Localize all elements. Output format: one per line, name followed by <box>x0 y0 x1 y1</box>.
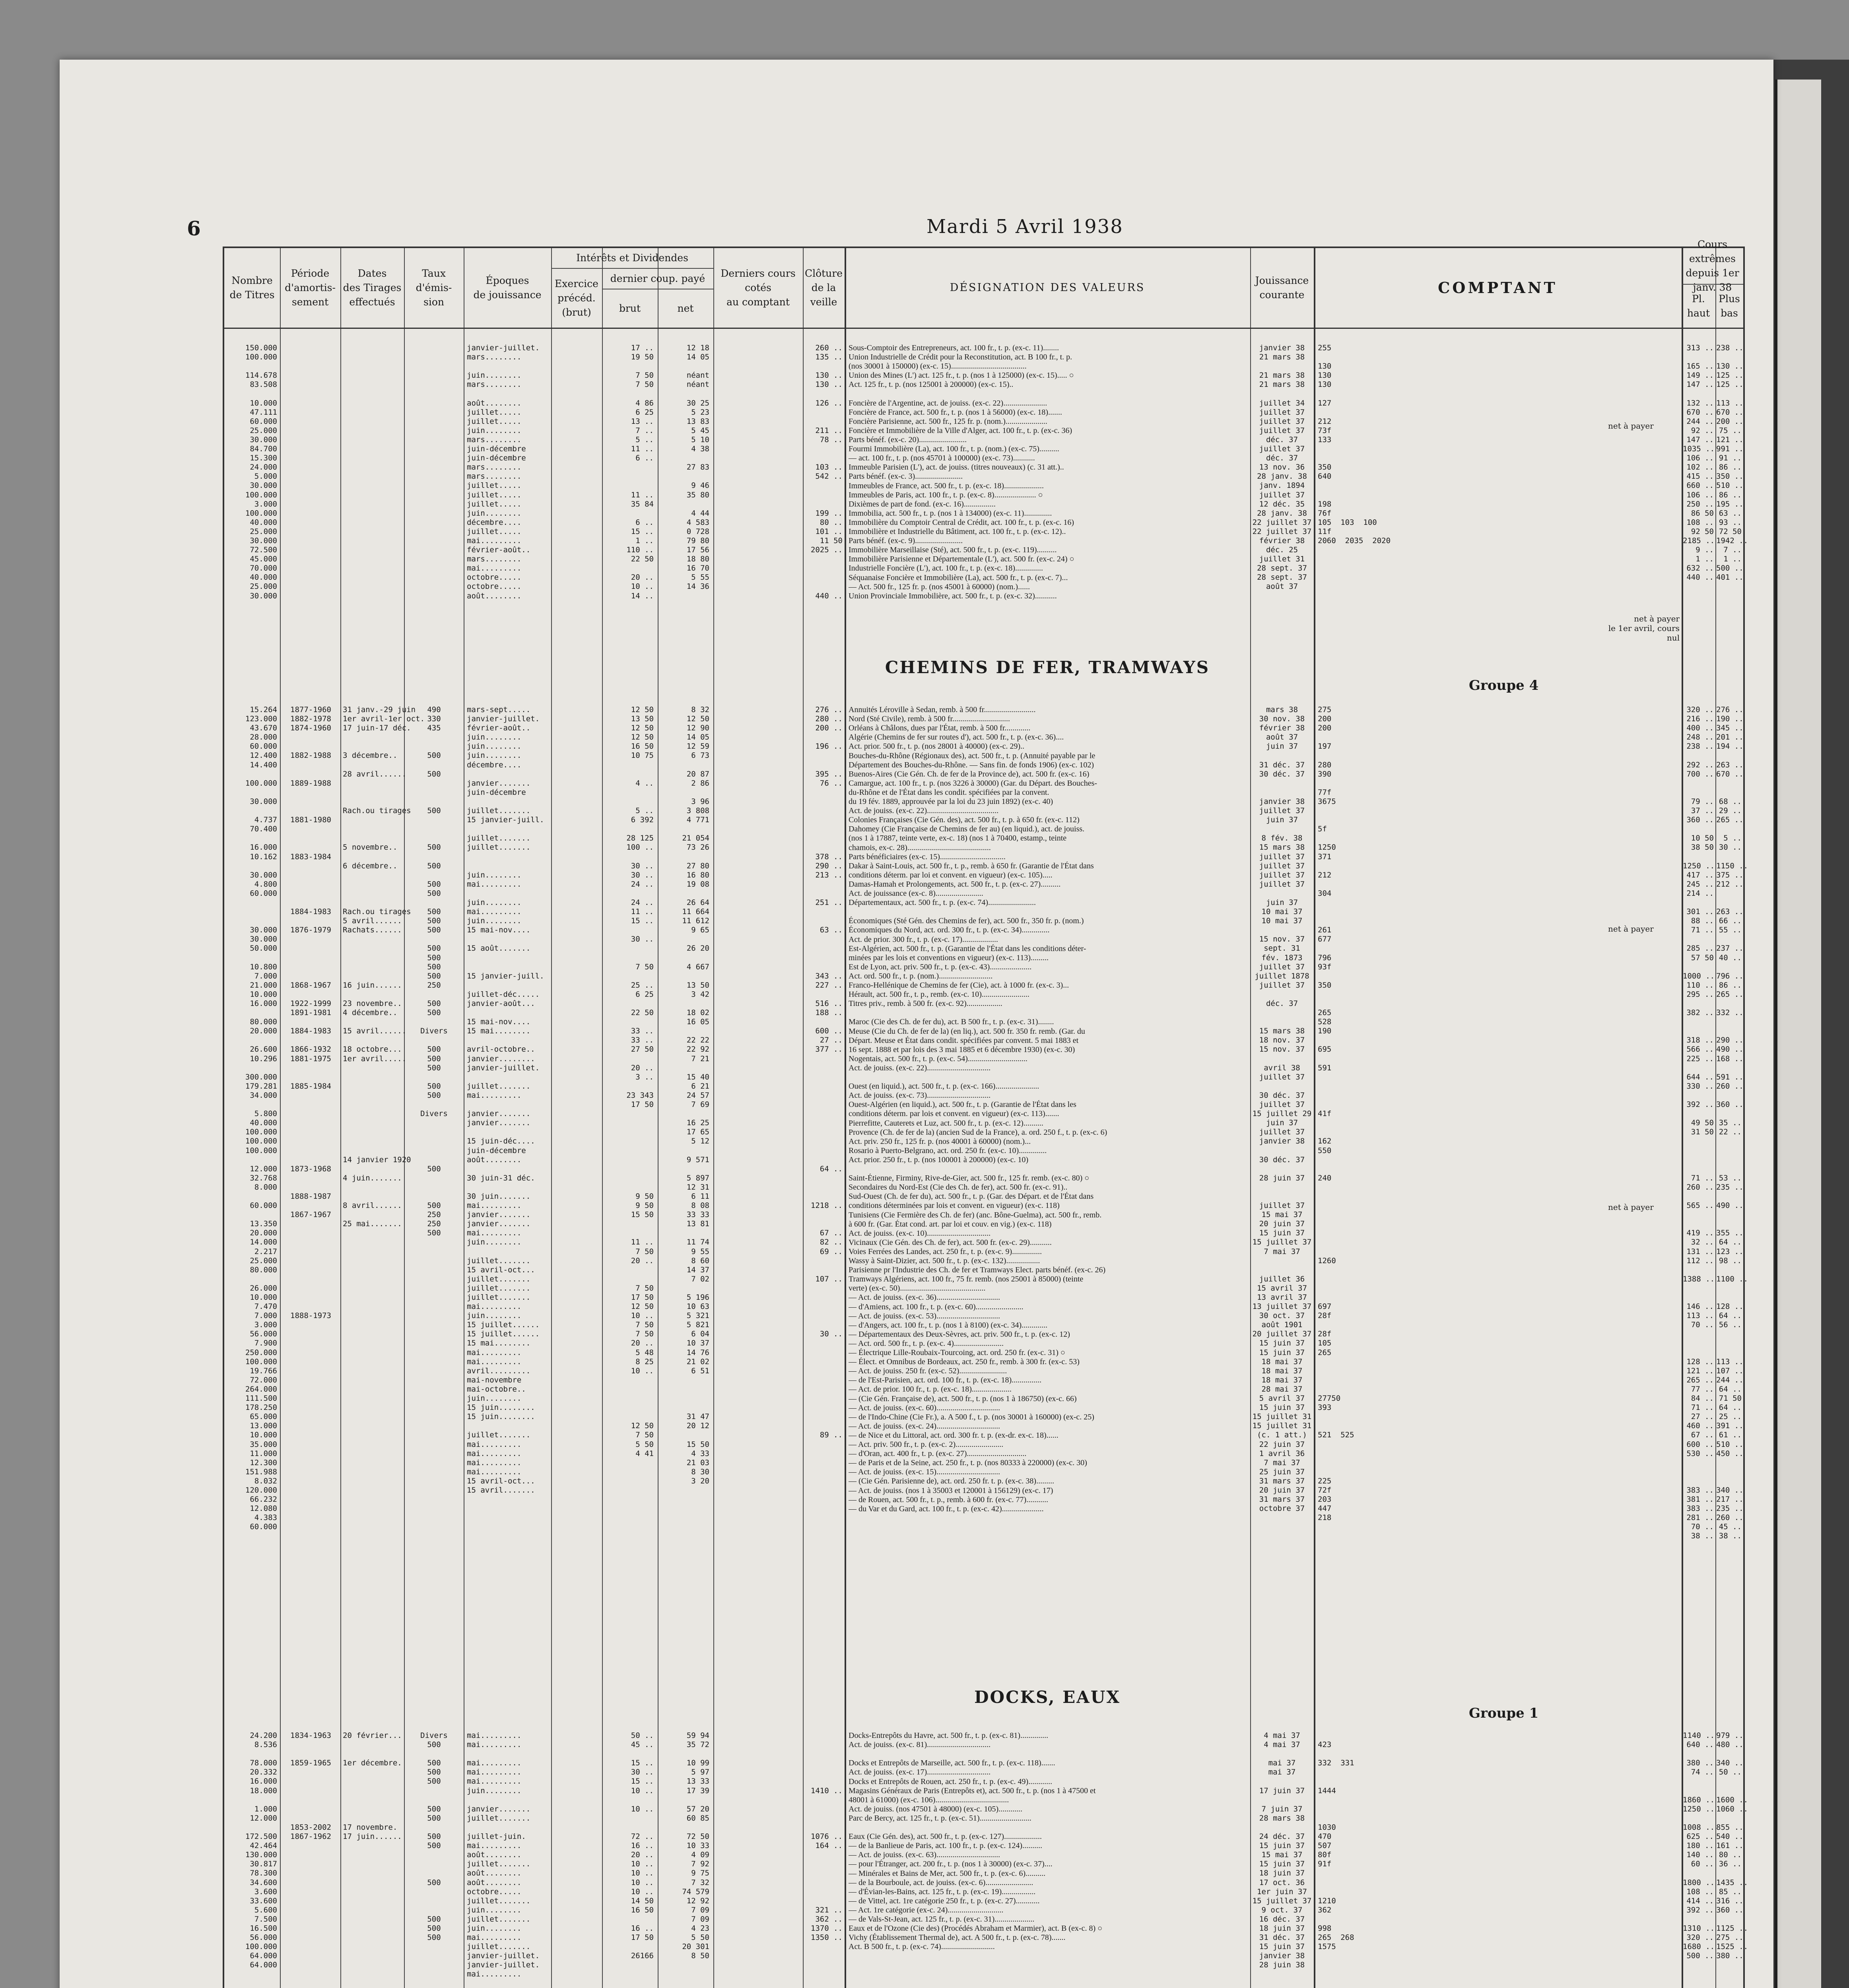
designation-line: Parts bénéf. (ex-c. 9)........................ <box>849 536 963 546</box>
designation-line: Départementaux, act. 500 fr., t. p. (ex-c. 74)........................ <box>849 898 1036 907</box>
note-net-a-payer: net à payer <box>1608 1202 1654 1212</box>
designation-line: Immeubles de Paris, act. 100 fr., t. p. (ex-c. 8)..................... ○ <box>849 490 1043 499</box>
col-interets: Intérêts et Dividendes <box>551 248 713 269</box>
designation-line: — pour l'Étranger, act. 200 fr., t. p. (nos 1 à 30000) (ex-c. 37).... <box>849 1860 1053 1869</box>
designation-line: Docks et Entrepôts de Marseille, act. 500 fr., t. p. (ex-c. 118)....... <box>849 1759 1055 1768</box>
designation-line: Tunisiens (Cie Fermière des Ch. de fer) (anc. Bône-Guelma), act. 500 fr., remb. <box>849 1210 1102 1219</box>
designation-line: Hérault, act. 500 fr., t. p., remb. (ex-c. 10)........................ <box>849 990 1029 999</box>
designation-line: Parisienne pr l'Industrie des Ch. de fer et Tramways Elect. parts bénéf. (ex-c. 26) <box>849 1266 1106 1275</box>
designation-line: Sous-Comptoir des Entrepreneurs, act. 100 fr., t. p. (ex-c. 11)........ <box>849 344 1059 352</box>
designation-line: Union Provinciale Immobilière, act. 500 fr., t. p. (ex-c. 32)........... <box>849 591 1057 600</box>
designation-line: Act. de jouiss. (ex-c. 81)................................ <box>849 1740 991 1749</box>
designation-line: Act. de jouissance (ex-c. 8)........................ <box>849 889 983 898</box>
designation-line: Foncière de l'Argentine, act. de jouiss. (ex-c. 22)...................... <box>849 398 1047 408</box>
designation-line: — Act. de jouiss. (ex-c. 24)................................ <box>849 1421 1000 1431</box>
designation-line: Meuse (Cie du Ch. de fer de la) (en liq.), act. 500 fr. 350 fr. remb. (Gar. du <box>849 1027 1085 1036</box>
designation-line: Département des Bouches-du-Rhône. — Sans fin. de fonds 1906) (ex-c. 102) <box>849 760 1094 769</box>
designation-line: — Élect. et Omnibus de Bordeaux, act. 250 fr., remb. à 300 fr. (ex-c. 53) <box>849 1357 1080 1367</box>
designation-line: Parts bénéf. (ex-c. 3)........................ <box>849 472 963 481</box>
designation-line: (nos 30001 à 150000) (ex-c. 15)...................................... <box>849 362 1027 371</box>
designation-line: Buenos-Aires (Cie Gén. Ch. de fer de la Province de), act. 500 fr. (ex-c. 16) <box>849 769 1090 779</box>
block1-cloture: 260 .. 135 .. 130 .. 130 .. 126 .. 211 .. 78 .. 103 .. 542 .. 199 .. 80 .. 101 .. 11 50 2025 .. 440 .. <box>810 344 843 600</box>
col-derniers-cours: Derniers cours cotés au comptant <box>721 268 796 308</box>
block2-epoques: mars-sept..... janvier-juillet. février-août.. juin........ juin........ juin........ décembre.... janvier....... juin-décembre juillet....... 15 janvier-juill. juillet....... juillet....... juin........ mai......... juin........ mai......... juin........ 15 mai-nov.... 15 août....... 15 janvier-juill. juillet-déc..... janvier-août... 15 mai-nov.... 15 mai........ avril-octobre.. janvier........ janvier-juillet. juillet....... mai......... janvier....... janvier....... 15 juin-déc.... juin-décembre août........ 30 juin-31 déc. 30 juin....... mai......... janvier....... janvier....... mai......... juin........ juillet....... 15 avril-oct... juillet....... juillet....... juillet....... mai......... juin........ 15 juillet...... 15 juillet...... 15 mai........ mai......... mai......... avril......... mai-novembre mai-octobre.. juin........ 15 juin........ 15 juin........ juillet....... mai......... mai......... mai......... mai......... 15 avril-oct... 15 avril....... <box>467 705 544 1495</box>
designation-line: Provence (Ch. de fer de la) (ancien Sud de la France), a. ord. 250 f., t. p. (ex-c. 6) <box>849 1128 1107 1137</box>
block3-taux: Divers 500 500 500 500 500 500 500 500 500 500 500 500 <box>420 1731 448 1942</box>
col-net: net <box>677 303 694 314</box>
designation-line: Sud-Ouest (Ch. de fer du), act. 500 fr., t. p. (Gar. des Départ. et de l'État dans <box>849 1192 1094 1201</box>
designation-line: minées par les lois et conventions en vigueur) (ex-c. 113)......... <box>849 953 1049 962</box>
col-jouissance: Jouissance courante <box>1255 275 1309 301</box>
note-net-a-payer: net à payer <box>1608 421 1654 431</box>
designation-line: Économiques (Sté Gén. des Chemins de fer), act. 500 fr., 350 fr. p. (nom.) <box>849 916 1084 926</box>
designation-line: Parts bénéficiaires (ex-c. 15)................................. <box>849 852 1006 861</box>
designation-line: Saint-Étienne, Firminy, Rive-de-Gier, act. 500 fr., 125 fr. remb. (ex-c. 80) ○ <box>849 1174 1090 1183</box>
designation-line: Parc de Bercy, act. 125 fr., t. p. (ex-c. 51).......................... <box>849 1813 1031 1823</box>
designation-line: Est-Algérien, act. 500 fr., t. p. (Garantie de l'État dans les conditions déter- <box>849 944 1086 953</box>
next-page-edge <box>1775 80 1821 1988</box>
designation-line: Séquanaise Foncière et Immobilière (La), act. 500 fr., t. p. (ex-c. 7)... <box>849 573 1068 582</box>
designation-line: Docks-Entrepôts du Havre, act. 500 fr., t. p. (ex-c. 81).............. <box>849 1731 1049 1740</box>
designation-line: — Départementaux des Deux-Sèvres, act. priv. 500 fr., t. p. (ex-c. 12) <box>849 1330 1070 1339</box>
designation-line: — Act. 1re catégorie (ex-c. 24)............................ <box>849 1905 1004 1914</box>
designation-line: Docks et Entrepôts de Rouen, act. 250 fr., t. p. (ex-c. 49)............ <box>849 1777 1053 1786</box>
designation-line: Tramways Algériens, act. 100 fr., 75 fr. remb. (nos 25001 à 85000) (teinte <box>849 1275 1084 1284</box>
designation-line: conditions déterminées par lois et convent. en vigueur) (ex-c. 118) <box>849 1201 1060 1210</box>
designation-line: — de la Banlieue de Paris, act. 100 fr., t. p. (ex-c. 124).......... <box>849 1841 1043 1850</box>
designation-line: Immeubles de France, act. 500 fr., t. p. (ex-c. 18).................... <box>849 481 1044 490</box>
designation-line: Est de Lyon, act. priv. 500 fr., t. p. (ex-c. 43)..................... <box>849 962 1032 971</box>
designation-line: Ouest-Algérien (en liquid.), act. 500 fr., t. p. (Garantie de l'État dans les <box>849 1100 1076 1109</box>
designation-line: à 600 fr. (Gar. État cond. art. par loi et couv. en vig.) (ex-c. 118) <box>849 1219 1052 1229</box>
section-docks-eaux: DOCKS, EAUX <box>974 1687 1121 1707</box>
designation-line: Dahomey (Cie Française de Chemins de fer au) (en liquid.), act. de jouiss. <box>849 825 1085 834</box>
designation-line: Act. prior. 500 fr., t. p. (nos 28001 à 40000) (ex-c. 29).. <box>849 742 1025 751</box>
block2-cloture: 276 .. 280 .. 200 .. 196 .. 395 .. 76 .. 378 .. 290 .. 213 .. 251 .. 63 .. 343 .. 227 .. 516 .. 188 .. 600 .. 27 .. 377 .. 64 .. 1218 .. 67 .. 82 .. 69 .. 107 .. 30 .. 89 .. <box>810 705 843 1440</box>
block2-periode: 1877-1960 1882-1978 1874-1960 1882-1988 1889-1988 1881-1980 1883-1984 1884-1983 1876-1979 1868-1967 1922-1999 1891-1981 1884-1983 1866-1932 1881-1975 1885-1984 1873-1968 1888-1987 1867-1967 1888-1973 <box>290 705 331 1320</box>
designation-line: Camargue, act. 100 fr., t. p. (nos 3226 à 30000) (Gar. du Départ. des Bouches- <box>849 779 1097 788</box>
designation-line: — Act. de jouiss. (ex-c. 60)................................ <box>849 1403 1000 1412</box>
designation-line: — d'Angers, act. 100 fr., t. p. (nos 1 à 8100) (ex-c. 34)............. <box>849 1320 1048 1330</box>
designation-line: Act. de jouiss. (ex-c. 22).................................... <box>849 806 999 815</box>
designation-line: Nogentais, act. 500 fr., t. p. (ex-c. 54).............................. <box>849 1054 1027 1063</box>
designation-line: du 19 fév. 1889, approuvée par la loi du 23 juin 1892) (ex-c. 40) <box>849 797 1053 806</box>
block2-brut: 12 50 13 50 12 50 12 50 16 50 10 75 4 .. 5 .. 6 392 28 125 100 .. 30 .. 30 .. 24 .. 24 .. 11 .. 15 .. 30 .. 7 50 25 .. 6 25 22 50 33 .. 33 .. 27 50 20 .. 3 .. 23 343 17 50 9 50 9 50 15 50 11 .. 7 50 20 .. 7 50 17 50 12 50 10 .. 7 50 7 50 20 .. 5 48 8 25 10 .. 12 50 7 50 5 50 4 41 <box>626 705 654 1458</box>
designation-line: Eaux et de l'Ozone (Cie des) (Procédés Abraham et Marmier), act. B (ex-c. 8) ○ <box>849 1924 1103 1933</box>
designation-line: — Act. 500 fr., 125 fr. p. (nos 45001 à 60000) (nom.)...... <box>849 582 1030 591</box>
designation-line: Union Industrielle de Crédit pour la Reconstitution, act. B 100 fr., t. p. <box>849 353 1072 362</box>
designation-line: — de l'Est-Parisien, act. ord. 100 fr., t. p. (ex-c. 18)............... <box>849 1376 1042 1385</box>
designation-line: — (Cie Gén. Parisienne de), act. ord. 250 fr. t. p. (ex-c. 38)......... <box>849 1477 1055 1486</box>
designation-line: Damas-Hamah et Prolongements, act. 500 fr., t. p. (ex-c. 27).......... <box>849 879 1061 889</box>
designation-line: — d'Évian-les-Bains, act. 125 fr., t. p. (ex-c. 19)................. <box>849 1887 1036 1896</box>
designation-line: Act. de jouiss. (nos 47501 à 48000) (ex-c. 105)............ <box>849 1804 1023 1813</box>
designation-line: Immeuble Parisien (L'), act. de jouiss. (titres nouveaux) (c. 31 att.).. <box>849 463 1064 472</box>
designation-line: — Act. de jouiss. (nos 1 à 35003 et 120001 à 156129) (ex-c. 17) <box>849 1486 1053 1495</box>
col-brut: brut <box>619 303 641 314</box>
designation-line: — Act. de jouiss. (ex-c. 53)................................ <box>849 1311 1000 1320</box>
designation-line: Magasins Généraux de Paris (Entrepôts et), act. 500 fr., t. p. (nos 1 à 47500 et <box>849 1786 1096 1795</box>
block2-comptant: 275 200 200 197 280 390 77f 3675 5f 1250 371 212 304 261 677 796 93f 350 265 528 190 695 591 41f 162 550 240 1260 697 28f 28f 105 265 27750 393 521 525 225 72f 203 447 218 <box>1318 705 1354 1522</box>
col-dernier-coupon: dernier coup. payé <box>602 269 713 289</box>
designation-line: Act. B 500 fr., t. p. (ex-c. 74)........................... <box>849 1942 995 1951</box>
designation-line: Act. priv. 250 fr., 125 fr. p. (nos 40001 à 60000) (nom.)... <box>849 1137 1031 1146</box>
designation-line: — Act. ord. 500 fr., t. p. (ex-c. 4)......................... <box>849 1339 1004 1348</box>
block3-periode: 1834-1963 1859-1965 1853-2002 1867-1962 <box>290 1731 331 1841</box>
col-epoques: Époques de jouissance <box>473 275 542 301</box>
designation-line: — Act. de jouiss. (ex-c. 63)................................ <box>849 1850 1000 1860</box>
block2-net: 8 32 12 50 12 90 14 05 12 59 6 73 20 87 2 86 3 96 3 808 4 771 21 054 73 26 27 80 16 80 19 08 26 64 11 664 11 612 9 65 26 20 4 667 13 50 3 42 18 02 16 05 22 22 22 92 7 21 15 40 6 21 24 57 7 69 16 25 17 65 5 12 9 571 5 897 12 31 6 11 8 08 33 33 13 81 11 74 9 55 8 60 14 37 7 02 5 196 10 63 5 321 5 821 6 04 10 37 14 76 21 02 6 51 31 47 20 12 15 50 4 33 21 03 8 30 3 20 <box>682 705 709 1485</box>
page-date: Mardi 5 Avril 1938 <box>926 215 1123 238</box>
designation-line: — Act. priv. 500 fr., t. p. (ex-c. 2)........................ <box>849 1440 1004 1449</box>
designation-line: Industrielle Foncière (L'), act. 100 fr., t. p. (ex-c. 18).............. <box>849 564 1043 573</box>
designation-line: Pierrefitte, Cauterets et Luz, act. 500 fr., t. p. (ex-c. 12).......... <box>849 1118 1043 1128</box>
block1-plus-bas: 238 .. 130 .. 125 .. 125 .. 113 .. 670 .. 200 .. 75 .. 121 .. 991 .. 91 .. 86 .. 350 .. 510 .. 86 .. 195 .. 63 .. 93 .. 72 50 1942 .. 7 .. 1 .. 500 .. 401 .. <box>1716 344 1748 582</box>
designation-line: — de l'Indo-Chine (Cie Fr.), a. A 500 f., t. p. (nos 30001 à 160000) (ex-c. 25) <box>849 1412 1094 1421</box>
designation-line: — Act. de prior. 100 fr., t. p. (ex-c. 18).................... <box>849 1385 1012 1394</box>
block1-jouissance: janvier 38 21 mars 38 21 mars 38 21 mars 38 juillet 34 juillet 37 juillet 37 juillet 37 déc. 37 juillet 37 déc. 37 13 nov. 36 28 janv. 38 janv. 1894 juillet 37 12 déc. 35 28 janv. 38 22 juillet 37 22 juillet 37 février 38 déc. 25 juillet 31 28 sept. 37 28 sept. 37 août 37 <box>1252 344 1312 591</box>
block2-nombre: 15.264 123.000 43.670 28.000 60.000 12.400 14.400 100.000 30.000 4.737 70.400 16.000 10.162 30.000 4.800 60.000 30.000 30.000 50.000 10.800 7.000 21.000 10.000 16.000 80.000 20.000 26.600 10.296 300.000 179.281 34.000 5.800 40.000 100.000 100.000 100.000 12.000 32.768 8.000 60.000 13.350 20.000 14.000 2.217 25.000 80.000 26.000 10.000 7.470 7.000 3.000 56.000 7.900 250.000 100.000 19.766 72.000 264.000 111.500 178.250 65.000 13.000 10.000 35.000 11.000 12.300 151.988 8.032 120.000 66.232 12.080 4.383 60.000 <box>245 705 277 1532</box>
designation-line: Rosario à Puerto-Belgrano, act. ord. 250 fr. (ex-c. 10).............. <box>849 1146 1047 1155</box>
designation-line: Dakar à Saint-Louis, act. 500 fr., t. p., remb. à 650 fr. (Garantie de l'État dans <box>849 861 1094 870</box>
block2-taux: 490 330 435 500 500 500 500 500 500 500 500 500 500 500 500 500 500 250 500 500 Divers 500 500 500 500 500 Divers 500 500 250 250 500 <box>420 705 448 1238</box>
designation-line: — Électrique Lille-Roubaix-Tourcoing, act. ord. 250 fr. (ex-c. 31) ○ <box>849 1348 1065 1357</box>
page-number: 6 <box>187 217 201 240</box>
designation-line: 48001 à 61000) (ex-c. 106)..................................... <box>849 1795 1009 1804</box>
col-cours-extremes: Cours extrêmes depuis 1er janv. 38 <box>1682 248 1743 285</box>
col-nombre: Nombre de Titres <box>229 275 275 301</box>
designation-line: Immobilière et Industrielle du Bâtiment, act. 100 fr., t. p. (ex-c. 12).. <box>849 527 1066 536</box>
block3-nombre: 24.200 8.536 78.000 20.332 16.000 18.000 1.000 12.000 172.500 42.464 130.000 30.817 78.300 34.600 3.600 33.600 5.600 7.500 16.500 56.000 100.000 64.000 64.000 <box>245 1731 277 1970</box>
designation-line: Act. ord. 500 fr., t. p. (nom.)........................... <box>849 971 993 980</box>
col-plus-bas: Plus bas <box>1719 293 1740 319</box>
designation-line: Départ. Meuse et État dans condit. spécifiées par convent. 5 mai 1883 et <box>849 1036 1079 1045</box>
designation-line: — d'Amiens, act. 100 fr., t. p. (ex-c. 60)........................ <box>849 1302 1024 1311</box>
block3-brut: 50 .. 45 .. 15 .. 30 .. 15 .. 10 .. 10 .. 72 .. 16 .. 20 .. 10 .. 10 .. 10 .. 10 .. 14 50 16 50 16 .. 17 50 26166 <box>631 1731 654 1961</box>
designation-line: Foncière et Immobilière de la Ville d'Alger, act. 100 fr., t. p. (ex-c. 36) <box>849 426 1072 435</box>
designation-line: verte) (ex-c. 50)........................................... <box>849 1284 986 1293</box>
designation-line: Act. de jouiss. (ex-c. 73)................................ <box>849 1091 991 1100</box>
designation-line: — du Var et du Gard, act. 100 fr., t. p. (ex-c. 42)..................... <box>849 1504 1044 1513</box>
designation-line: — Minérales et Bains de Mer, act. 500 fr., t. p. (ex-c. 6).......... <box>849 1869 1046 1878</box>
note-net-a-payer-avril: net à payer le 1er avril, cours nul <box>1608 614 1680 643</box>
group-4-label: Groupe 4 <box>1469 678 1539 693</box>
block3-plus-bas: 979 .. 480 .. 340 .. 50 .. 1600 .. 1060 .. 855 .. 540 .. 161 .. 80 .. 36 .. 1435 .. 85 .. 316 .. 360 .. 1125 .. 275 .. 1525 .. 380 .. <box>1716 1731 1748 1961</box>
designation-line: du-Rhône et de l'État dans les condit. spécifiées par la convent. <box>849 788 1049 797</box>
designation-line: Vicinaux (Cie Gén. des Ch. de fer), act. 500 fr. (ex-c. 29)........... <box>849 1238 1052 1247</box>
col-designation: DÉSIGNATION DES VALEURS <box>950 282 1145 294</box>
quotation-table <box>223 239 1748 1988</box>
designation-line: Titres priv., remb. à 500 fr. (ex-c. 92).................. <box>849 999 1002 1008</box>
designation-line: Immobilière du Comptoir Central de Crédit, act. 100 fr., t. p. (ex-c. 16) <box>849 518 1074 527</box>
block1-comptant: 255 130 130 130 127 212 73f 133 350 640 198 76f 105 103 100 11f 2060 2035 2020 <box>1318 344 1391 545</box>
designation-line: (nos 1 à 17887, teinte verte, ex-c. 18) (nos 1 à 70400, estamp., teinte <box>849 834 1067 843</box>
designation-line: Secondaires du Nord-Est (Cie des Ch. de fer), act. 500 fr. (ex-c. 91).. <box>849 1183 1068 1192</box>
col-taux: Taux d'émis- sion <box>416 268 452 308</box>
designation-line: — Act. de jouiss. (ex-c. 36)................................ <box>849 1293 1000 1302</box>
col-exercice: Exercice précéd. (brut) <box>555 278 598 318</box>
designation-line: Bouches-du-Rhône (Régionaux des), act. 500 fr., t. p. (Annuité payable par le <box>849 751 1095 760</box>
designation-line: Act. de jouiss. (ex-c. 17)................................ <box>849 1768 991 1777</box>
designation-line: conditions déterm. par lois et convent. en vigueur) (ex-c. 113)....... <box>849 1109 1059 1118</box>
designation-line: Nord (Sté Civile), remb. à 500 fr............................. <box>849 714 1010 724</box>
designation-line: Act. prior. 250 fr., t. p. (nos 100001 à 200000) (ex-c. 10) <box>849 1155 1029 1164</box>
designation-line: Immobilière Parisienne et Départementale (L'), act. 500 fr. (ex-c. 24) ○ <box>849 555 1074 564</box>
designation-line: Act. de jouiss. (ex-c. 22)................................ <box>849 1063 991 1072</box>
designation-line: — de Rouen, act. 500 fr., t. p., remb. à 600 fr. (ex-c. 77)........... <box>849 1495 1049 1504</box>
col-periode: Période d'amortis- sement <box>285 268 336 308</box>
designation-line: Annuités Léroville à Sedan, remb. à 500 fr.......................... <box>849 705 1036 714</box>
designation-line: Dixièmes de part de fond. (ex-c. 16)................ <box>849 499 996 509</box>
block3-pl-haut: 1140 .. 640 .. 380 .. 74 .. 1860 .. 1250 .. 1008 .. 625 .. 180 .. 140 .. 60 .. 1800 .. 108 .. 414 .. 392 .. 1310 .. 320 .. 1680 .. 500 .. <box>1683 1731 1715 1961</box>
block2-jouissance: mars 38 30 nov. 38 février 38 août 37 juin 37 31 déc. 37 30 déc. 37 janvier 38 juillet 37 juin 37 8 fév. 38 15 mars 38 juillet 37 juillet 37 juillet 37 juillet 37 juin 37 10 mai 37 10 mai 37 15 nov. 37 sept. 31 fév. 1873 juillet 37 juillet 1878 juillet 37 déc. 37 15 mars 38 18 nov. 37 15 nov. 37 avril 38 juillet 37 30 déc. 37 juillet 37 15 juillet 29 juin 37 juillet 37 janvier 38 30 déc. 37 28 juin 37 juillet 37 15 mai 37 20 juin 37 15 juin 37 15 juillet 37 7 mai 37 juillet 36 15 avril 37 13 avril 37 13 juillet 37 30 oct. 37 août 1901 20 juillet 37 15 juin 37 15 juin 37 18 mai 37 18 mai 37 18 mai 37 28 mai 37 5 avril 37 15 juin 37 15 juillet 31 15 juillet 31 (c. 1 att.) 22 juin 37 1 avril 36 7 mai 37 25 juin 37 31 mars 37 20 juin 37 31 mars 37 octobre 37 <box>1252 705 1312 1513</box>
designation-line: Algérie (Chemins de fer sur routes d'), act. 500 fr., t. p. (ex-c. 36).... <box>849 733 1064 742</box>
designation-line: Maroc (Cie des Ch. de fer du), act. B 500 fr., t. p. (ex-c. 31)........ <box>849 1017 1054 1027</box>
designation-line: Act. 125 fr., t. p. (nos 125001 à 200000) (ex-c. 15).. <box>849 380 1014 389</box>
block1-pl-haut: 313 .. 165 .. 149 .. 147 .. 132 .. 670 .. 244 .. 92 .. 147 .. 1035 .. 106 .. 102 .. 415 .. 660 .. 106 .. 250 .. 86 50 108 .. 92 50 2185 .. 9 .. 1 .. 632 .. 440 .. <box>1683 344 1715 582</box>
block1-net: 12 18 14 05 néant néant 30 25 5 23 13 83 5 45 5 10 4 38 27 83 9 46 35 80 4 44 4 583 0 728 79 80 17 56 18 80 16 70 5 55 14 36 <box>686 344 709 591</box>
designation-line: Orléans à Châlons, dues par l'État, remb. à 500 fr............. <box>849 724 1031 733</box>
block3-comptant: 423 332 331 1444 1030 470 507 80f 91f 1210 362 998 265 268 1575 <box>1318 1740 1354 1951</box>
designation-line: — de Paris et de la Seine, act. 250 fr., t. p. (nos 80333 à 220000) (ex-c. 30) <box>849 1458 1087 1468</box>
designation-line: Fourmi Immobilière (La), act. 100 fr., t. p. (nom.) (ex-c. 75).......... <box>849 445 1059 454</box>
designation-line: Act. de jouiss. (ex-c. 10)................................ <box>849 1229 991 1238</box>
col-pl-haut: Pl. haut <box>1687 293 1710 319</box>
newspaper-page <box>60 60 1773 1988</box>
section-chemins-de-fer: CHEMINS DE FER, TRAMWAYS <box>885 658 1210 677</box>
block3-epoques: mai......... mai......... mai......... mai......... mai......... juin........ janvier....... juillet....... juillet-juin. mai......... août........ juillet....... août........ août........ octobre..... juillet....... juin........ juillet....... juin........ mai......... juillet....... janvier-juillet. janvier-juillet. mai......... <box>467 1731 540 1979</box>
designation-line: — (Cie Gén. Française de), act. 500 fr., t. p. (nos 1 à 186750) (ex-c. 66) <box>849 1394 1077 1403</box>
designation-line: Colonies Françaises (Cie Gén. des), act. 500 fr., t. p. à 650 fr. (ex-c. 112) <box>849 815 1080 825</box>
block3-cloture: 1410 .. 1076 .. 164 .. 321 .. 362 .. 1370 .. 1350 .. <box>810 1786 843 1942</box>
designation-line: Vichy (Établissement Thermal de), act. A 500 fr., t. p. (ex-c. 78)....... <box>849 1933 1066 1942</box>
designation-line: — act. 100 fr., t. p. (nos 45701 à 100000) (ex-c. 73)........... <box>849 454 1035 463</box>
designation-line: Foncière Parisienne, act. 500 fr., 125 fr. p. (nom.)..................... <box>849 417 1047 426</box>
designation-line: — de Vals-St-Jean, act. 125 fr., t. p. (ex-c. 31).................... <box>849 1915 1035 1924</box>
designation-line: — de Nice et du Littoral, act. ord. 300 fr. t. p. (ex-dr. ex-c. 18)...... <box>849 1431 1059 1440</box>
designation-line: conditions déterm. par loi et convent. en vigueur) (ex-c. 105)..... <box>849 870 1053 879</box>
note-net-a-payer: net à payer <box>1608 924 1654 934</box>
block1-epoques: janvier-juillet. mars........ juin........ mars........ août........ juillet..... juillet..... juin........ mars........ juin-décembre juin-décembre mars........ mars........ juillet..... juillet..... juillet..... juin........ décembre.... juillet..... mai......... février-août.. mars........ mai......... octobre..... octobre..... août........ <box>467 344 540 600</box>
designation-line: Franco-Hellénique de Chemins de fer (Cie), act. à 1000 fr. (ex-c. 3)... <box>849 981 1069 990</box>
block1-nombre: 150.000 100.000 114.678 83.508 10.000 47.111 60.000 25.000 30.000 84.700 15.300 24.000 5.000 30.000 100.000 3.000 100.000 40.000 25.000 30.000 72.500 45.000 70.000 40.000 25.000 30.000 <box>245 344 277 600</box>
block2-dates: 31 janv.-29 juin 1er avril-1er oct. 17 juin-17 déc. 3 décembre.. 28 avril...... Rach.ou tirages 5 novembre.. 6 décembre.. Rach.ou tirages 5 avril...... Rachats...... 16 juin...... 23 novembre.. 4 décembre.. 15 avril...... 18 octobre... 1er avril..... 14 janvier 1920 4 juin....... 8 avril...... 25 mai....... <box>343 705 425 1229</box>
designation-line: Eaux (Cie Gén. des), act. 500 fr., t. p. (ex-c. 127)................... <box>849 1832 1042 1841</box>
designation-line: 16 sept. 1888 et par lois des 3 mai 1885 et 6 décembre 1930) (ex-c. 30) <box>849 1045 1075 1054</box>
designation-line: Immobilia, act. 500 fr., t. p. (nos 1 à 134000) (ex-c. 11).............. <box>849 509 1052 518</box>
block2-pl-haut: 320 .. 216 .. 400 .. 248 .. 238 .. 292 .. 700 .. 79 .. 37 .. 360 .. 10 50 38 50 1250 .. 417 .. 245 .. 214 .. 301 .. 88 .. 71 .. 285 .. 57 50 1000 .. 110 .. 295 .. 382 .. 318 .. 566 .. 225 .. 644 .. 330 .. 392 .. 49 50 31 50 71 .. 260 .. 565 .. 419 .. 32 .. 131 .. 112 .. 1388 .. 146 .. 113 .. 70 .. 128 .. 121 .. 265 .. 77 .. 84 .. 71 .. 27 .. 460 .. 67 .. 600 .. 530 .. 383 .. 381 .. 383 .. 281 .. 70 .. 38 .. <box>1683 705 1715 1541</box>
designation-line: Act. de prior. 300 fr., t. p. (ex-c. 17).................. <box>849 935 998 944</box>
group-1-label: Groupe 1 <box>1469 1705 1539 1721</box>
col-cloture: Clôture de la veille <box>804 268 843 308</box>
designation-line: — de Vittel, act. 1re catégorie 250 fr., t. p. (ex-c. 27)............ <box>849 1896 1040 1905</box>
designation-line: Immobilière Marseillaise (Sté), act. 500 fr., t. p. (ex-c. 119).......... <box>849 546 1057 555</box>
block2-plus-bas: 276 .. 190 .. 345 .. 201 .. 194 .. 263 .. 670 .. 68 .. 29 .. 265 .. 5 .. 30 .. 1150 .. 375 .. 212 .. 263 .. 66 .. 55 .. 237 .. 40 .. 796 .. 86 .. 265 .. 332 .. 290 .. 490 .. 168 .. 591 .. 260 .. 360 .. 35 .. 22 .. 53 .. 235 .. 490 .. 355 .. 64 .. 123 .. 98 .. 1100 .. 128 .. 64 .. 56 .. 113 .. 107 .. 244 .. 64 .. 71 50 64 .. 25 .. 391 .. 61 .. 510 .. 450 .. 340 .. 217 .. 235 .. 260 .. 45 .. 38 .. <box>1716 705 1748 1541</box>
designation-line: chamois, ex-c. 28).......................................... <box>849 843 991 852</box>
designation-line: Économiques du Nord, act. ord. 300 fr., t. p. (ex-c. 34).............. <box>849 926 1050 935</box>
block3-dates: 20 février... 1er décembre. 17 novembre. 17 juin...... <box>343 1731 402 1841</box>
block3-jouissance: 4 mai 37 4 mai 37 mai 37 mai 37 17 juin 37 7 juin 37 28 mars 38 24 déc. 37 15 juin 37 15 mai 37 15 juin 37 18 juin 37 17 oct. 36 1er juin 37 15 juillet 37 9 oct. 37 16 déc. 37 18 juin 37 31 déc. 37 15 juin 37 janvier 38 28 juin 38 <box>1252 1731 1312 1970</box>
designation-line: — Act. de jouiss. 250 fr. (ex-c. 52)........................ <box>849 1367 1007 1376</box>
col-comptant: COMPTANT <box>1438 279 1558 297</box>
block1-brut: 17 .. 19 50 7 50 7 50 4 86 6 25 13 .. 7 .. 5 .. 11 .. 6 .. 11 .. 35 84 6 .. 15 .. 1 .. 110 .. 22 50 20 .. 10 .. 14 .. <box>626 344 654 600</box>
designation-line: Wassy à Saint-Dizier, act. 500 fr., t. p. (ex-c. 132)................. <box>849 1256 1040 1265</box>
designation-line: Voies Ferrées des Landes, act. 250 fr., t. p. (ex-c. 9)............... <box>849 1247 1042 1256</box>
designation-line: — de la Bourboule, act. de jouiss. (ex-c. 6)........................ <box>849 1878 1033 1887</box>
block3-net: 59 94 35 72 10 99 5 97 13 33 17 39 57 20 60 85 72 50 10 33 4 09 7 92 9 75 7 32 74 579 12 92 7 09 7 09 4 23 5 50 20 301 8 50 <box>682 1731 709 1961</box>
designation-line: Union des Mines (L') act. 125 fr., t. p. (nos 1 à 125000) (ex-c. 15)..... ○ <box>849 371 1074 380</box>
designation-line: Foncière de France, act. 500 fr., t. p. (nos 1 à 56000) (ex-c. 18)....... <box>849 408 1062 417</box>
designation-line: — d'Oran, act. 400 fr., t. p. (ex-c. 27).............................. <box>849 1449 1027 1458</box>
designation-line: Parts bénéf. (ex-c. 20)........................ <box>849 435 967 444</box>
designation-line: — Act. de jouiss. (ex-c. 15)................................ <box>849 1468 1000 1477</box>
col-dates: Dates des Tirages effectués <box>343 268 402 308</box>
designation-line: Ouest (en liquid.), act. 500 fr., t. p. (ex-c. 166)...................... <box>849 1082 1039 1091</box>
